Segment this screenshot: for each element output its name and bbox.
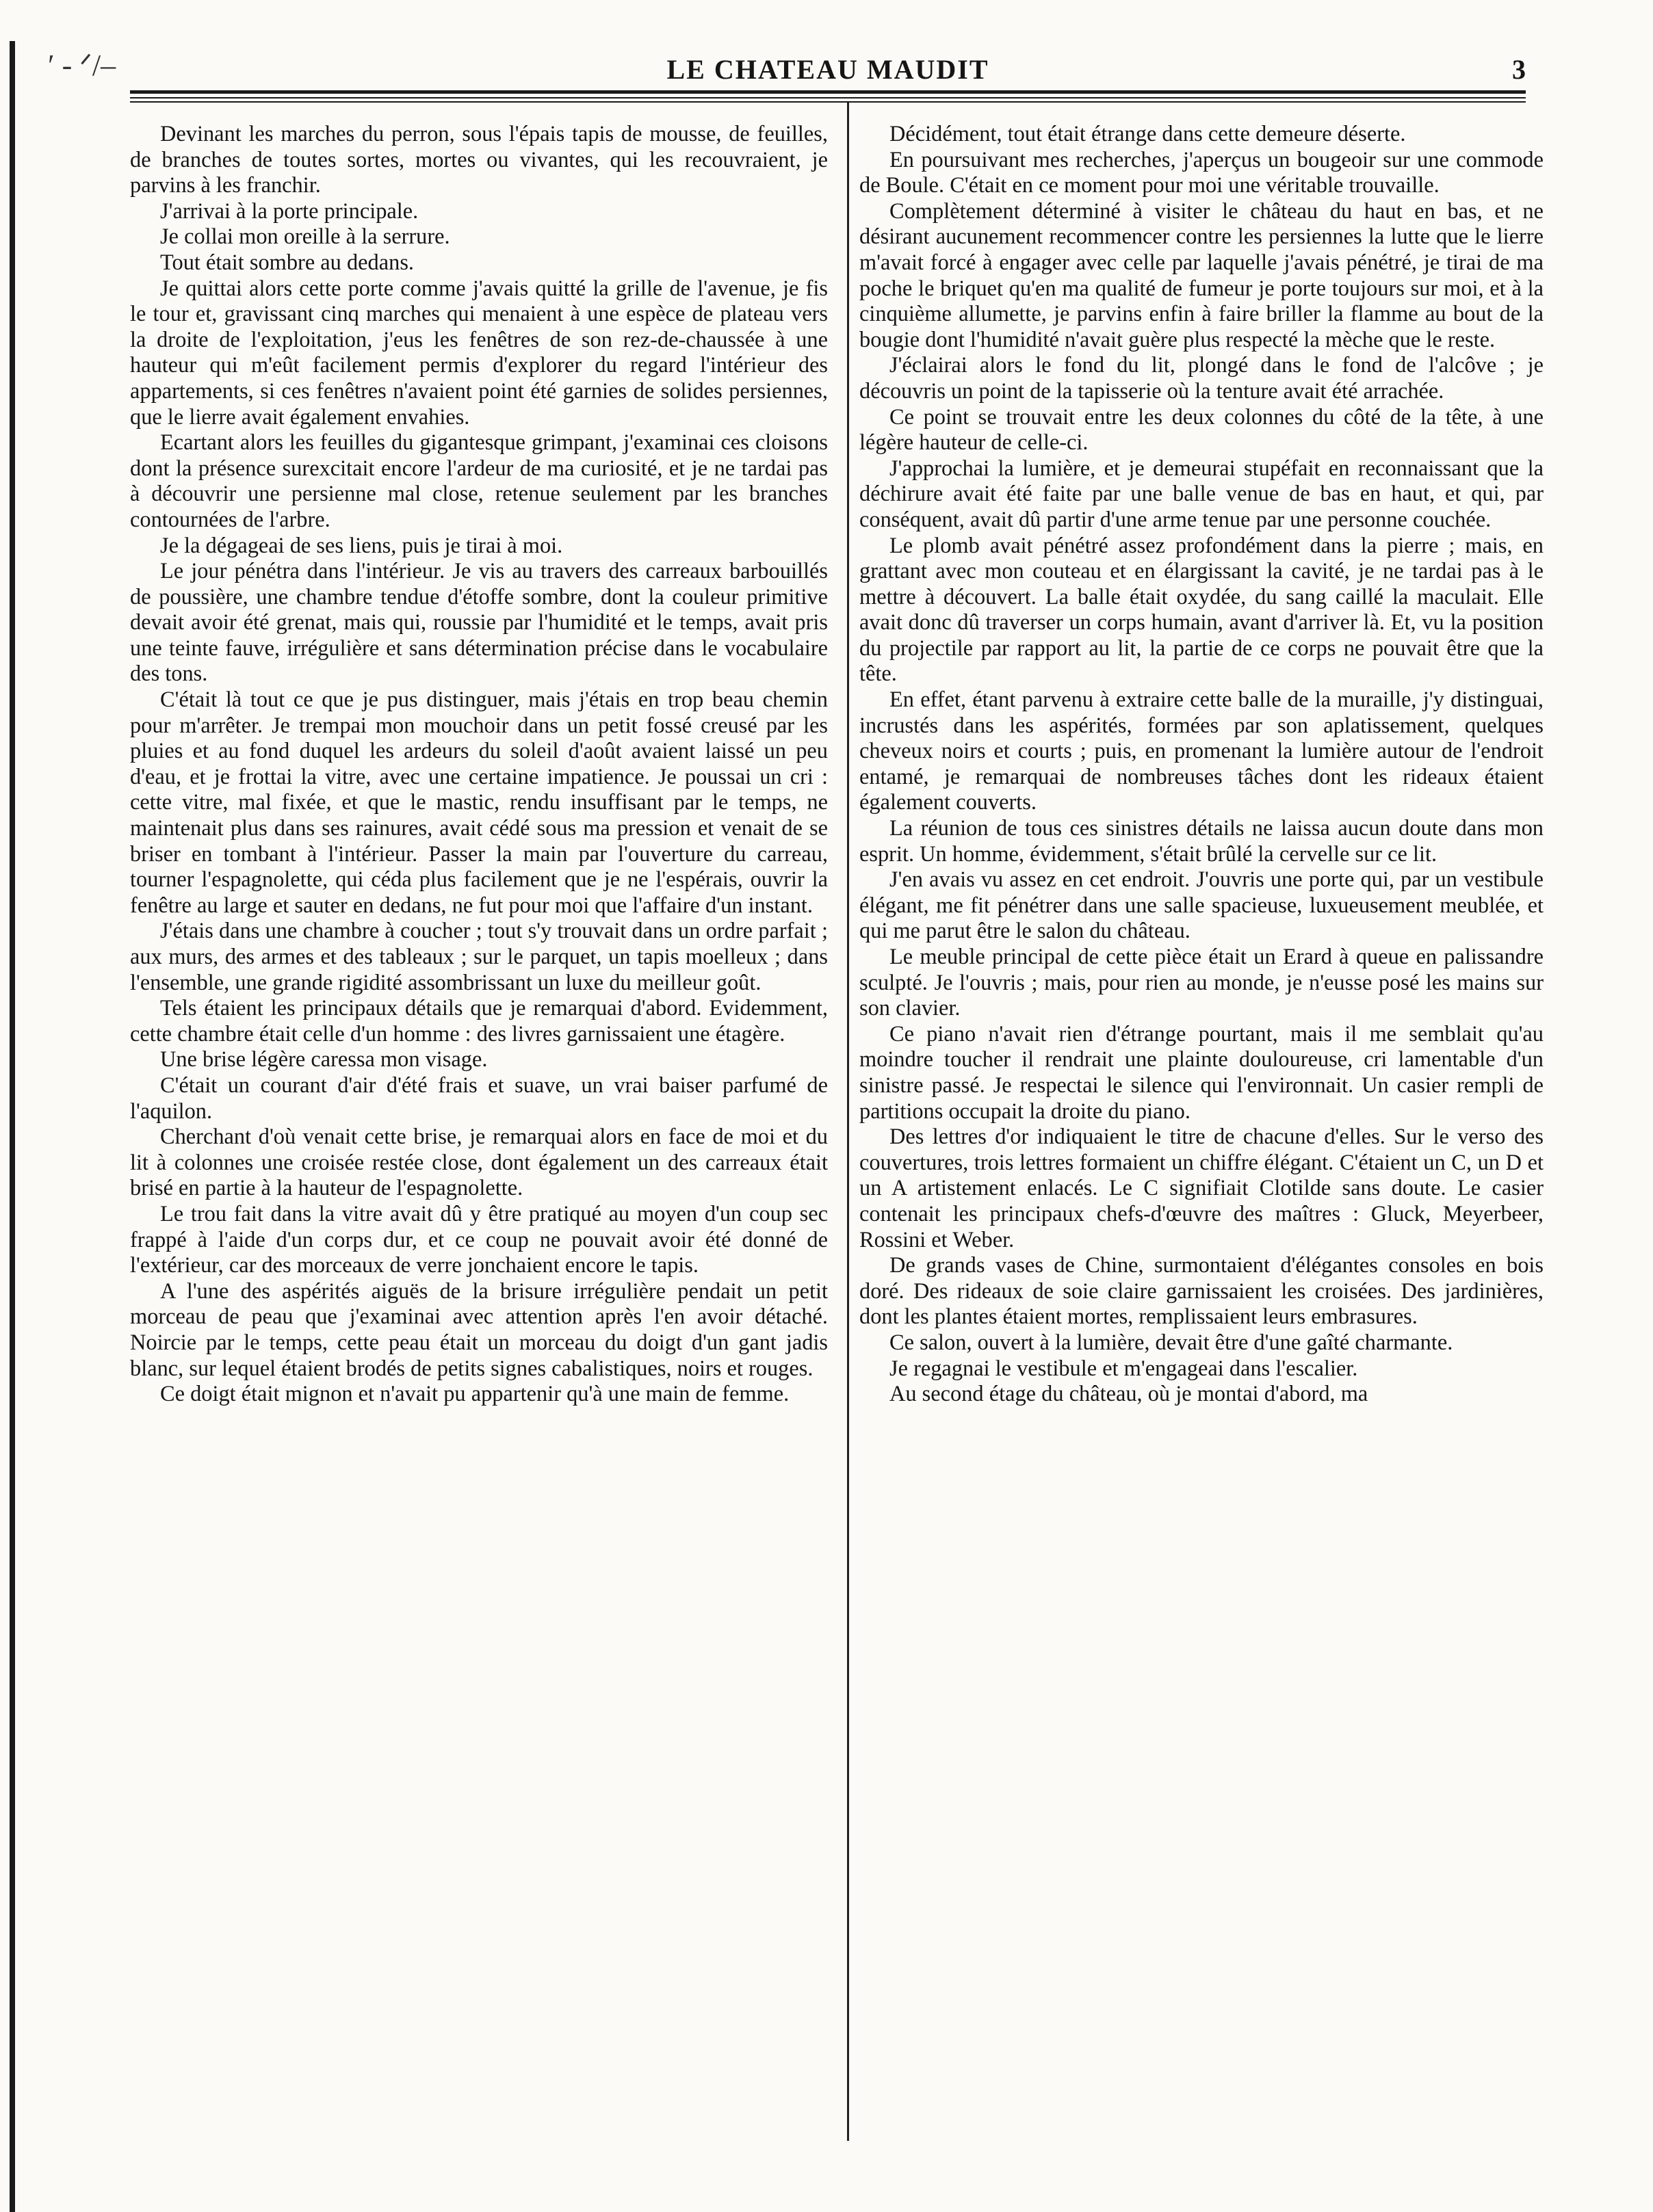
page-title: LE CHATEAU MAUDIT bbox=[666, 54, 989, 85]
paragraph: Complètement déterminé à visiter le château du haut en bas, et ne désirant aucunement recommencer contre les persiennes la lutte que le lierre m'avait forcé à engager avec celle par laquelle j'avais pénétré, je tirai de ma poche le briquet qu'en ma qualité de fumeur je porte toujours sur moi, et à la cinquième allumette, je parvins enfin à faire briller la flamme au bout de la bougie dont l'humidité n'avait guère plus respecté la mèche que le reste. bbox=[859, 198, 1544, 352]
paragraph: C'était un courant d'air d'été frais et suave, un vrai baiser parfumé de l'aquilon. bbox=[130, 1072, 828, 1124]
page-header bbox=[48, 48, 1526, 96]
paragraph: Le jour pénétra dans l'intérieur. Je vis au travers des carreaux barbouillés de poussière, une chambre tendue d'étoffe sombre, dont la couleur primitive devait avoir été grenat, mais qui, roussie par l'humidité et le temps, avait pris une teinte fauve, irrégulière et sans détermination précise dans le vocabulaire des tons. bbox=[130, 559, 828, 687]
paragraph: Je collai mon oreille à la serrure. bbox=[160, 224, 450, 250]
paragraph: Le plomb avait pénétré assez profondément dans la pierre ; mais, en grattant avec mon couteau et en élargissant la cavité, je ne tardai pas à le mettre à découvert. La balle était oxydée, du sang caillé la maculait. Elle avait donc dû traverser un corps humain, avant d'arriver là. Et, vu la position du projectile par rapport au lit, la partie de ce corps ne pouvait être que la tête. bbox=[859, 533, 1544, 687]
paragraph: C'était là tout ce que je pus distinguer, mais j'étais en trop beau chemin pour m'arrêter. Je trempai mon mouchoir dans un petit fossé creusé par les pluies et au fond duquel les ardeurs du soleil d'août avaient laissé un peu d'eau, et je frottai la vitre, avec une certaine impatience. Je poussai un cri : cette vitre, mal fixée, et que le mastic, rendu insuffisant par le temps, ne maintenait plus dans ses rainures, avait cédé sous ma pression et venait de se briser en tombant à l'intérieur. Passer la main par l'ouverture du carreau, tourner l'espagnolette, qui céda plus facilement que je ne l'espérais, ouvrir la fenêtre au large et sauter en dedans, ne fut pour moi que l'affaire d'un instant. bbox=[130, 687, 828, 918]
paragraph: Tels étaient les principaux détails que je remarquai d'abord. Evidemment, cette chambre était celle d'un homme : des livres garnissaient une étagère. bbox=[130, 996, 828, 1046]
paragraph: Ce piano n'avait rien d'étrange pourtant, mais il me semblait qu'au moindre toucher il rendrait une plainte douloureuse, cri lamentable d'un sinistre passé. Je respectai le silence qui l'environnait. Un casier rempli de partitions occupait la droite du piano. bbox=[859, 1021, 1544, 1124]
handwritten-margin-marks: ʹ - ᐟ/– bbox=[48, 49, 116, 82]
paragraph: Ce doigt était mignon et n'avait pu appartenir qu'à une main de femme. bbox=[160, 1382, 790, 1407]
header-rule-thin-2 bbox=[130, 101, 1526, 103]
paragraph: Ecartant alors les feuilles du gigantesque grimpant, j'examinai ces cloisons dont la présence surexcitait encore l'ardeur de ma curiosité, et je ne tardai pas à découvrir une persienne mal close, retenue seulement par les branches contournées de l'arbre. bbox=[130, 430, 828, 532]
paragraph: Au second étage du château, où je montai d'abord, ma bbox=[889, 1382, 1368, 1407]
paragraph: Devinant les marches du perron, sous l'épais tapis de mousse, de feuilles, de branches de toutes sortes, mortes ou vivantes, qui les recouvraient, je parvins à les franchir. bbox=[130, 122, 828, 198]
paragraph: Décidément, tout était étrange dans cette demeure déserte. bbox=[889, 122, 1406, 146]
paragraph: La réunion de tous ces sinistres détails ne laissa aucun doute dans mon esprit. Un homme, évidemment, s'était brûlé la cervelle sur ce lit. bbox=[859, 816, 1544, 867]
paragraph: Je la dégageai de ses liens, puis je tirai à moi. bbox=[160, 533, 563, 558]
paragraph: En poursuivant mes recherches, j'aperçus un bougeoir sur une commode de Boule. C'était en ce moment pour moi une véritable trouvaille. bbox=[859, 147, 1544, 198]
header-rule-thin-1 bbox=[130, 97, 1526, 98]
page-number: 3 bbox=[1512, 54, 1526, 85]
paragraph: Ce salon, ouvert à la lumière, devait être d'une gaîté charmante. bbox=[889, 1330, 1453, 1355]
paragraph: A l'une des aspérités aiguës de la brisure irrégulière pendait un petit morceau de peau que j'examinai avec attention après l'en avoir détaché. Noircie par le temps, cette peau était un morceau du doigt d'un gant jadis blanc, sur lequel étaient brodés de petits signes cabalistiques, noirs et rouges. bbox=[130, 1278, 828, 1381]
paragraph: Des lettres d'or indiquaient le titre de chacune d'elles. Sur le verso des couvertures, trois lettres formaient un chiffre élégant. C'étaient un C, un D et un A artistement enlacés. Le C signifiait Clotilde sans doute. Le casier contenait les principaux chefs-d'œuvre des maîtres : Gluck, Meyerbeer, Rossini et Weber. bbox=[859, 1124, 1544, 1252]
paragraph: J'en avais vu assez en cet endroit. J'ouvris une porte qui, par un vestibule élégant, me fit pénétrer dans une salle spacieuse, luxueusement meublée, et qui me parut être le salon du château. bbox=[859, 867, 1544, 944]
paragraph: Cherchant d'où venait cette brise, je remarquai alors en face de moi et du lit à colonnes une croisée restée close, dont également un des carreaux était brisé en partie à la hauteur de l'espagnolette. bbox=[130, 1124, 828, 1201]
paragraph: J'étais dans une chambre à coucher ; tout s'y trouvait dans un ordre parfait ; aux murs, des armes et des tableaux ; sur le parquet, un tapis moelleux ; dans l'ensemble, une grande rigidité assombrissant un luxe du meilleur goût. bbox=[130, 919, 828, 995]
column-divider bbox=[847, 103, 849, 2141]
paragraph: Ce point se trouvait entre les deux colonnes du côté de la tête, à une légère hauteur de celle-ci. bbox=[859, 404, 1544, 456]
header-rule-thick bbox=[130, 90, 1526, 94]
paragraph: J'arrivai à la porte principale. bbox=[160, 198, 419, 224]
paragraph: Je regagnai le vestibule et m'engageai dans l'escalier. bbox=[889, 1356, 1358, 1381]
paragraph: J'éclairai alors le fond du lit, plongé dans le fond de l'alcôve ; je découvris un point de la tapisserie où la tenture avait été arrachée. bbox=[859, 353, 1544, 404]
paragraph: Tout était sombre au dedans. bbox=[160, 250, 415, 275]
paragraph: En effet, étant parvenu à extraire cette balle de la muraille, j'y distinguai, incrustés dans les aspérités, formées par son aplatissement, quelques cheveux noirs et courts ; puis, en promenant la lumière autour de l'endroit entamé, je remarquai de nombreuses tâches dont les rideaux étaient également couverts. bbox=[859, 687, 1544, 815]
paragraph: Une brise légère caressa mon visage. bbox=[160, 1047, 488, 1072]
paragraph: Je quittai alors cette porte comme j'avais quitté la grille de l'avenue, je fis le tour et, gravissant cinq marches qui menaient à une espèce de plateau vers la droite de l'exploitation, j'eus les fenêtres de son rez-de-chaussée à une hauteur qui m'eût facilement permis d'explorer du regard l'intérieur des appartements, si ces fenêtres n'avaient point été garnies de solides persiennes, que le lierre avait également envahies. bbox=[130, 276, 828, 430]
paragraph: J'approchai la lumière, et je demeurai stupéfait en reconnaissant que la déchirure avait été faite par une balle venue de bas en haut, et qui, par conséquent, avait dû partir d'une arme tenue par une personne couchée. bbox=[859, 456, 1544, 532]
left-margin-rule bbox=[10, 41, 15, 2212]
left-column bbox=[130, 122, 828, 1408]
paragraph: Le meuble principal de cette pièce était un Erard à queue en palissandre sculpté. Je l'ouvris ; mais, pour rien au monde, je n'eusse posé les mains sur son clavier. bbox=[859, 945, 1544, 1021]
paragraph: Le trou fait dans la vitre avait dû y être pratiqué au moyen d'un coup sec frappé à l'aide d'un corps dur, et ce coup ne pouvait avoir été donné de l'extérieur, car des morceaux de verre jonchaient encore le tapis. bbox=[130, 1201, 828, 1278]
right-column bbox=[859, 122, 1544, 1408]
paragraph: De grands vases de Chine, surmontaient d'élégantes consoles en bois doré. Des rideaux de soie claire garnissaient les croisées. Des jardinières, dont les plantes étaient mortes, remplissaient leurs embrasures. bbox=[859, 1253, 1544, 1330]
